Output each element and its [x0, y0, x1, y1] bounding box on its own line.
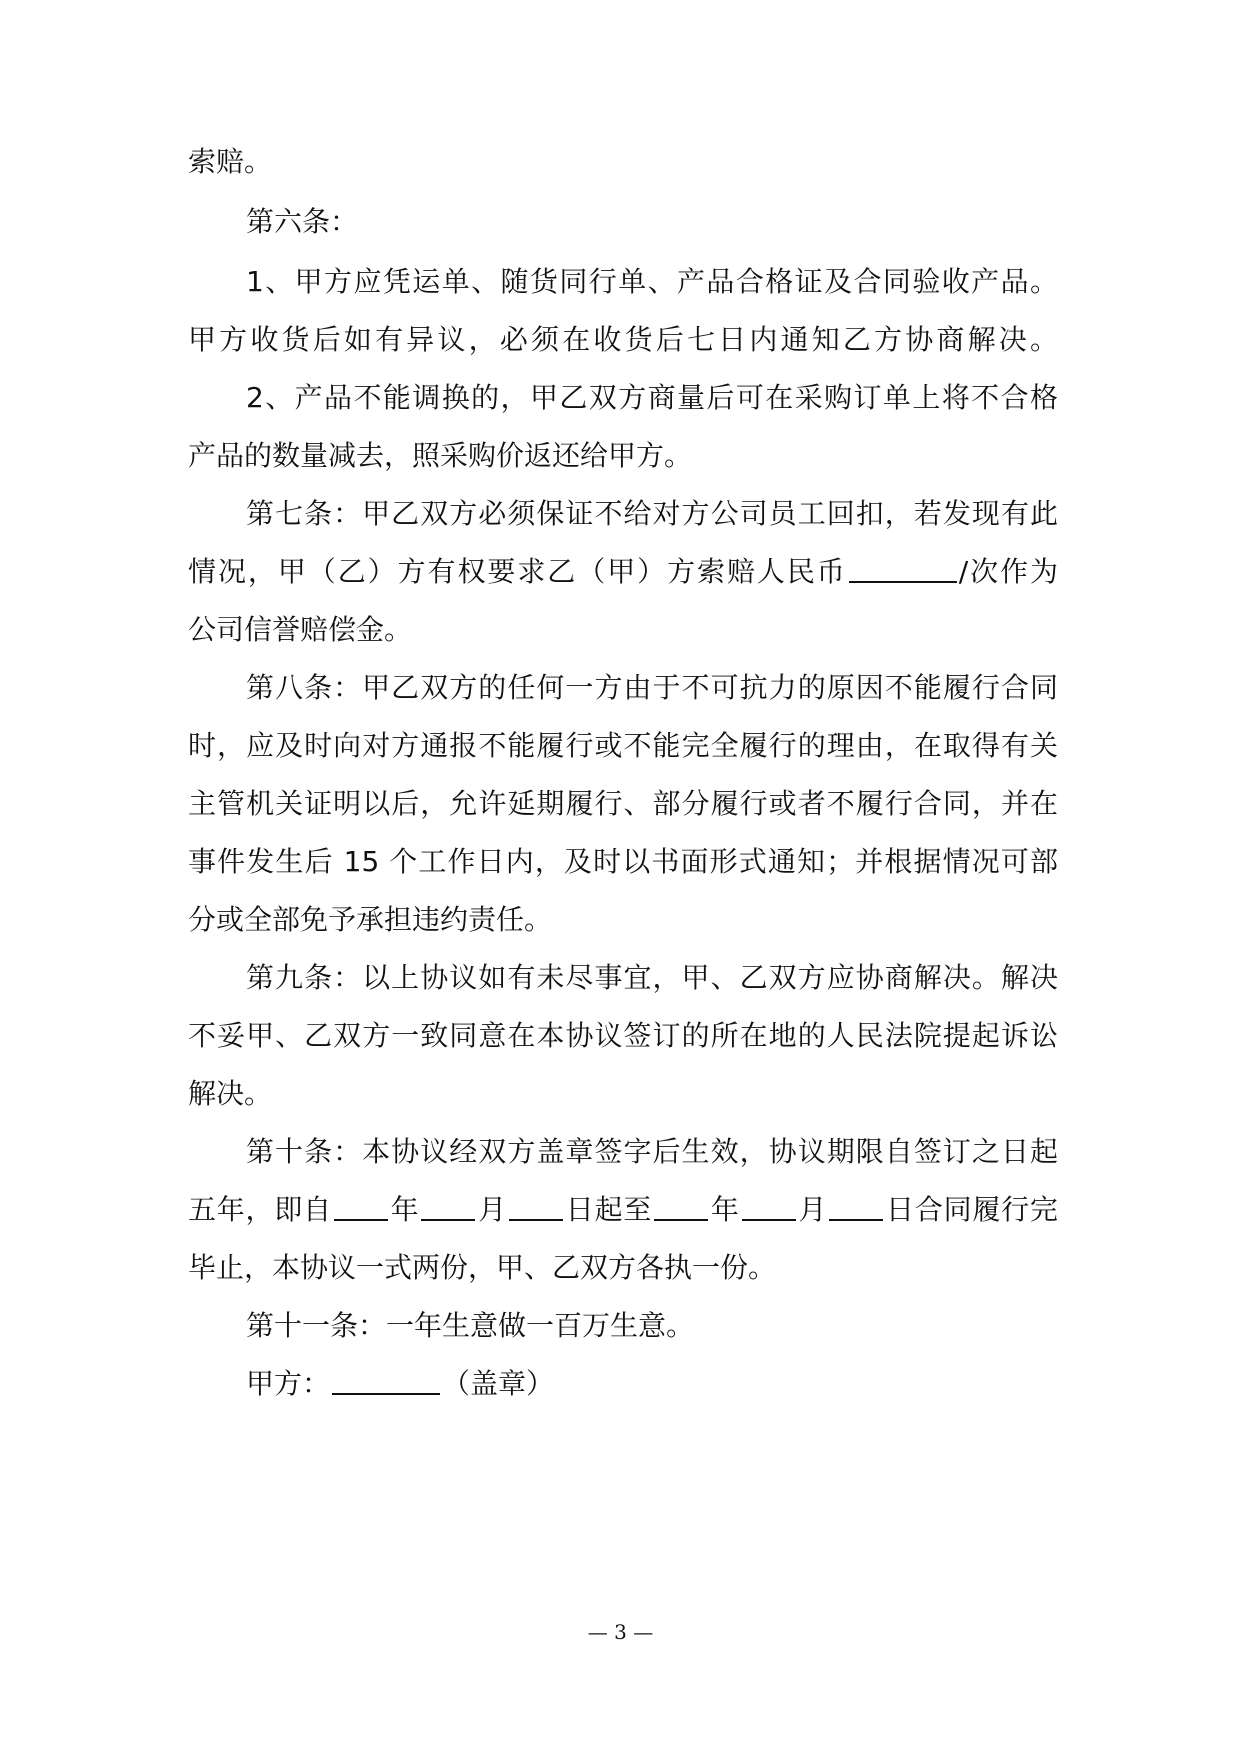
article-8-line-4: 事件发生后 15 个工作日内，及时以书面形式通知；并根据情况可部 — [188, 845, 1058, 878]
month-blank — [421, 1193, 475, 1221]
article-9-line-3: 解决。 — [188, 1077, 273, 1110]
article-8-line-2: 时，应及时向对方通报不能履行或不能完全履行的理由，在取得有关 — [188, 729, 1058, 762]
article-7-line-3: 公司信誉赔偿金。 — [188, 613, 413, 646]
party-a-label: 甲方： — [246, 1367, 331, 1400]
party-a-signature-line — [246, 1364, 1058, 1404]
month-blank — [742, 1193, 796, 1221]
page-number: — 3 — — [587, 1620, 654, 1644]
party-a-blank — [332, 1367, 440, 1395]
year-blank — [654, 1193, 708, 1221]
article-10-line-2 — [188, 1190, 1058, 1230]
article-8-line-3: 主管机关证明以后，允许延期履行、部分履行或者不履行合同，并在 — [188, 787, 1058, 820]
article-11: 第十一条：一年生意做一百万生意。 — [246, 1309, 695, 1342]
year-blank — [334, 1193, 388, 1221]
day-label: 日合同履行完 — [885, 1193, 1058, 1226]
article-9-line-1: 第九条：以上协议如有未尽事宜，甲、乙双方应协商解决。解决 — [246, 961, 1058, 994]
article-10-text: 五年，即自 — [188, 1193, 332, 1226]
day-blank — [509, 1193, 563, 1221]
article-9-line-2: 不妥甲、乙双方一致同意在本协议签订的所在地的人民法院提起诉讼 — [188, 1019, 1058, 1052]
month-label: 月 — [477, 1193, 508, 1226]
text-line: 索赔。 — [188, 145, 273, 178]
article-6-item-2-line-2: 产品的数量减去，照采购价返还给甲方。 — [188, 439, 693, 472]
article-6-item-1-line-1: 1、甲方应凭运单、随货同行单、产品合格证及合同验收产品。 — [246, 265, 1058, 298]
day-blank — [829, 1193, 883, 1221]
article-10-line-3: 毕止，本协议一式两份，甲、乙双方各执一份。 — [188, 1251, 777, 1284]
article-7-line-1: 第七条：甲乙双方必须保证不给对方公司员工回扣，若发现有此 — [246, 497, 1058, 530]
month-label: 月 — [797, 1193, 828, 1226]
article-6-item-1-line-2: 甲方收货后如有异议，必须在收货后七日内通知乙方协商解决。 — [188, 323, 1058, 356]
article-10-line-1: 第十条：本协议经双方盖章签字后生效，协议期限自签订之日起 — [246, 1135, 1058, 1168]
year-label: 年 — [389, 1193, 420, 1226]
day-label: 日起至 — [565, 1193, 653, 1226]
amount-blank — [849, 555, 957, 583]
article-8-line-1: 第八条：甲乙双方的任何一方由于不可抗力的原因不能履行合同 — [246, 671, 1058, 704]
article-7-line-2 — [188, 552, 1058, 592]
article-6-item-2-line-1: 2、产品不能调换的，甲乙双方商量后可在采购订单上将不合格 — [246, 381, 1058, 414]
year-label: 年 — [710, 1193, 740, 1226]
article-8-line-5: 分或全部免予承担违约责任。 — [188, 903, 553, 936]
article-7-text-suffix: /次作为 — [958, 555, 1058, 588]
article-6-title: 第六条： — [246, 205, 359, 238]
article-7-text: 情况，甲（乙）方有权要求乙（甲）方索赔人民币 — [188, 555, 847, 588]
seal-label: （盖章） — [442, 1367, 555, 1400]
